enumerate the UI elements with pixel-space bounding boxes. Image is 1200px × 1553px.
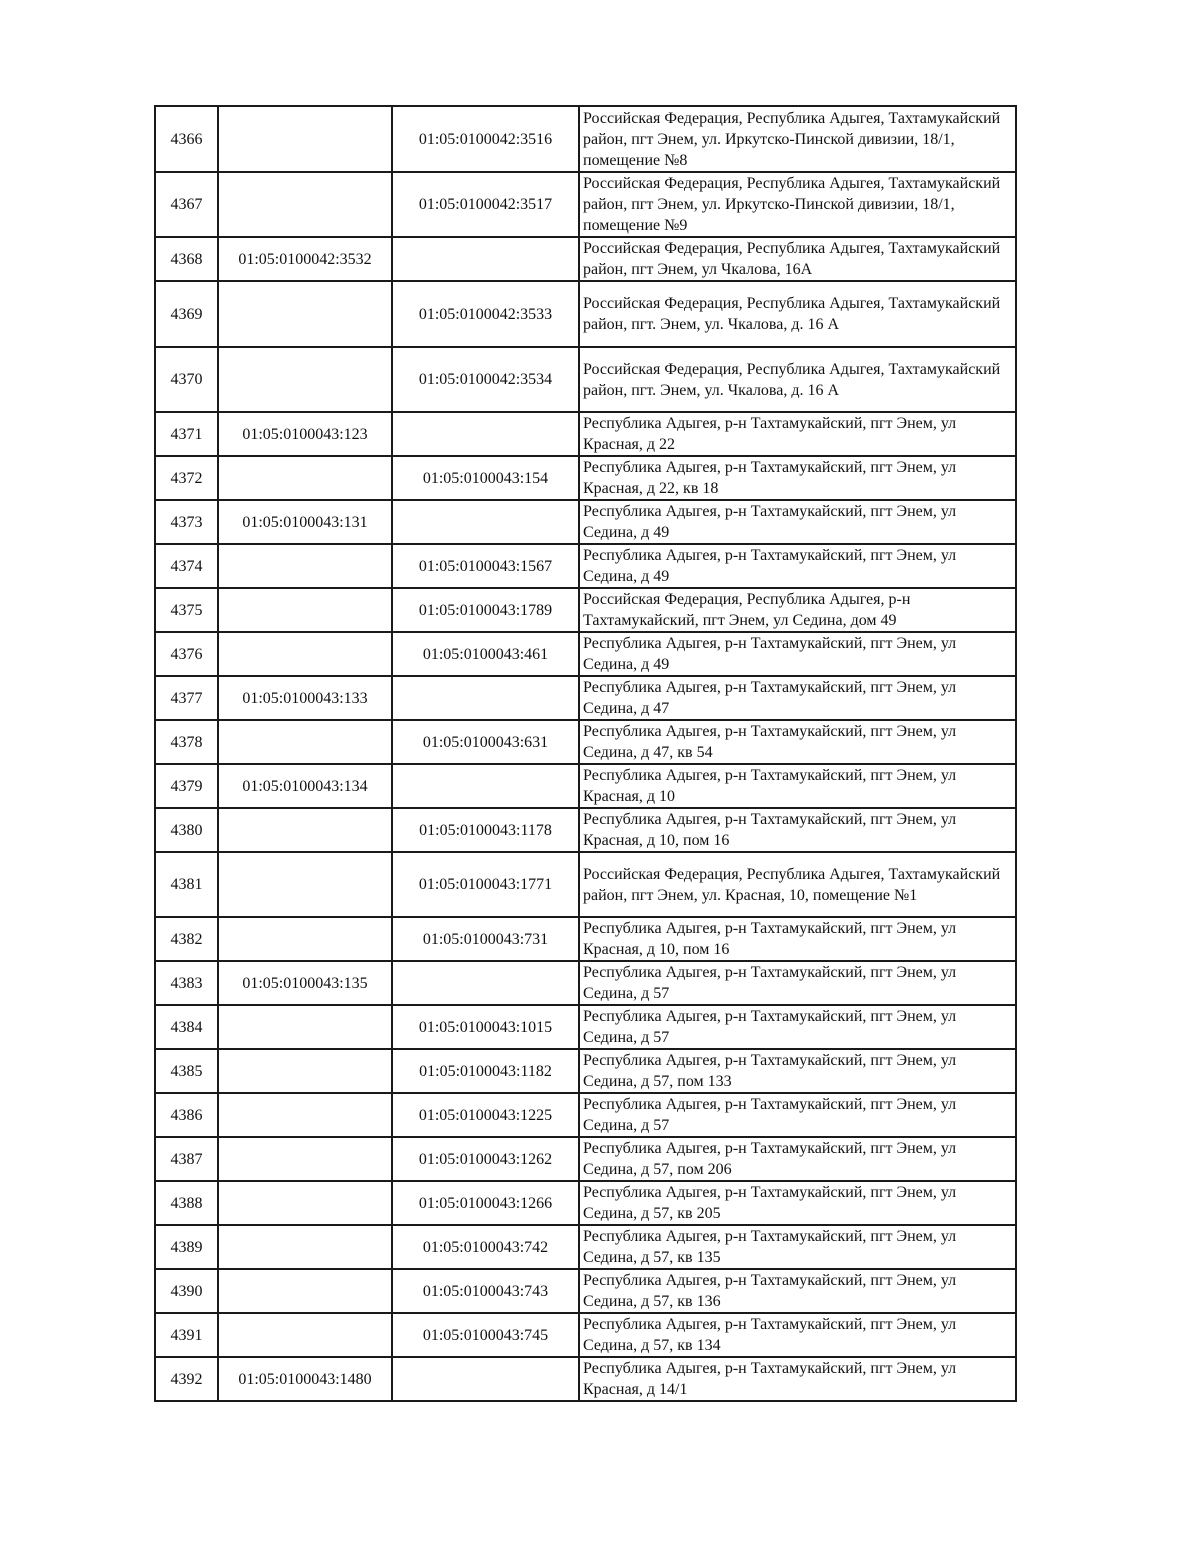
address-cell: Республика Адыгея, р-н Тахтамукайский, пгт Энем, ул Седина, д 47 (579, 676, 1016, 720)
land-cadastral-cell (218, 1313, 392, 1357)
object-cadastral-cell: 01:05:0100043:1567 (392, 544, 579, 588)
table-row (155, 347, 1016, 412)
row-number-cell: 4378 (155, 720, 218, 764)
address-cell: Российская Федерация, Республика Адыгея, Тахтамукайский район, пгт Энем, ул. Иркутско-Пинской дивизии, 18/1, помещение №8 (579, 106, 1016, 172)
object-cadastral-cell (392, 1357, 579, 1401)
table-row (155, 1225, 1016, 1269)
table-row (155, 917, 1016, 961)
object-cadastral-cell: 01:05:0100043:743 (392, 1269, 579, 1313)
object-cadastral-cell: 01:05:0100043:1182 (392, 1049, 579, 1093)
row-number-cell: 4366 (155, 106, 218, 172)
row-number-cell: 4390 (155, 1269, 218, 1313)
row-number-cell: 4388 (155, 1181, 218, 1225)
address-cell: Республика Адыгея, р-н Тахтамукайский, пгт Энем, ул Красная, д 10, пом 16 (579, 808, 1016, 852)
table-row (155, 764, 1016, 808)
address-cell: Республика Адыгея, р-н Тахтамукайский, пгт Энем, ул Седина, д 57, пом 206 (579, 1137, 1016, 1181)
address-cell: Республика Адыгея, р-н Тахтамукайский, пгт Энем, ул Седина, д 57, кв 134 (579, 1313, 1016, 1357)
row-number-cell: 4373 (155, 500, 218, 544)
row-number-cell: 4387 (155, 1137, 218, 1181)
table-row (155, 500, 1016, 544)
table-row (155, 588, 1016, 632)
object-cadastral-cell (392, 676, 579, 720)
row-number-cell: 4375 (155, 588, 218, 632)
table-row (155, 1357, 1016, 1401)
row-number-cell: 4377 (155, 676, 218, 720)
row-number-cell: 4385 (155, 1049, 218, 1093)
object-cadastral-cell: 01:05:0100043:731 (392, 917, 579, 961)
address-cell: Республика Адыгея, р-н Тахтамукайский, пгт Энем, ул Седина, д 57, кв 135 (579, 1225, 1016, 1269)
table-row (155, 172, 1016, 237)
land-cadastral-cell (218, 1181, 392, 1225)
row-number-cell: 4371 (155, 412, 218, 456)
land-cadastral-cell (218, 852, 392, 917)
table-row (155, 1137, 1016, 1181)
table-row (155, 808, 1016, 852)
address-cell: Российская Федерация, Республика Адыгея, Тахтамукайский район, пгт Энем, ул. Красная, 10, помещение №1 (579, 852, 1016, 917)
object-cadastral-cell (392, 961, 579, 1005)
object-cadastral-cell: 01:05:0100042:3534 (392, 347, 579, 412)
object-cadastral-cell: 01:05:0100043:1225 (392, 1093, 579, 1137)
object-cadastral-cell (392, 237, 579, 281)
table-row (155, 412, 1016, 456)
row-number-cell: 4382 (155, 917, 218, 961)
row-number-cell: 4372 (155, 456, 218, 500)
address-cell: Республика Адыгея, р-н Тахтамукайский, пгт Энем, ул Седина, д 49 (579, 544, 1016, 588)
land-cadastral-cell: 01:05:0100043:135 (218, 961, 392, 1005)
land-cadastral-cell: 01:05:0100043:131 (218, 500, 392, 544)
table-row (155, 852, 1016, 917)
land-cadastral-cell: 01:05:0100043:1480 (218, 1357, 392, 1401)
table-row (155, 1005, 1016, 1049)
table-row (155, 632, 1016, 676)
table-row (155, 1181, 1016, 1225)
row-number-cell: 4379 (155, 764, 218, 808)
object-cadastral-cell: 01:05:0100043:745 (392, 1313, 579, 1357)
row-number-cell: 4376 (155, 632, 218, 676)
land-cadastral-cell (218, 1269, 392, 1313)
row-number-cell: 4370 (155, 347, 218, 412)
object-cadastral-cell: 01:05:0100043:631 (392, 720, 579, 764)
address-cell: Республика Адыгея, р-н Тахтамукайский, пгт Энем, ул Красная, д 10, пом 16 (579, 917, 1016, 961)
address-cell: Республика Адыгея, р-н Тахтамукайский, пгт Энем, ул Красная, д 22, кв 18 (579, 456, 1016, 500)
registry-table-body (155, 106, 1016, 1401)
land-cadastral-cell (218, 106, 392, 172)
land-cadastral-cell (218, 1137, 392, 1181)
table-row (155, 1269, 1016, 1313)
land-cadastral-cell (218, 632, 392, 676)
table-row (155, 456, 1016, 500)
row-number-cell: 4369 (155, 281, 218, 347)
land-cadastral-cell: 01:05:0100043:133 (218, 676, 392, 720)
land-cadastral-cell (218, 456, 392, 500)
table-row (155, 1093, 1016, 1137)
object-cadastral-cell (392, 500, 579, 544)
land-cadastral-cell: 01:05:0100043:134 (218, 764, 392, 808)
table-row (155, 237, 1016, 281)
row-number-cell: 4383 (155, 961, 218, 1005)
land-cadastral-cell (218, 281, 392, 347)
table-row (155, 544, 1016, 588)
object-cadastral-cell: 01:05:0100043:1266 (392, 1181, 579, 1225)
address-cell: Российская Федерация, Республика Адыгея, Тахтамукайский район, пгт Энем, ул. Иркутско-Пинской дивизии, 18/1, помещение №9 (579, 172, 1016, 237)
land-cadastral-cell (218, 1049, 392, 1093)
table-row (155, 1049, 1016, 1093)
land-cadastral-cell: 01:05:0100042:3532 (218, 237, 392, 281)
row-number-cell: 4367 (155, 172, 218, 237)
object-cadastral-cell: 01:05:0100043:1262 (392, 1137, 579, 1181)
address-cell: Республика Адыгея, р-н Тахтамукайский, пгт Энем, ул Красная, д 10 (579, 764, 1016, 808)
land-cadastral-cell: 01:05:0100043:123 (218, 412, 392, 456)
row-number-cell: 4391 (155, 1313, 218, 1357)
address-cell: Республика Адыгея, р-н Тахтамукайский, пгт Энем, ул Седина, д 57, кв 205 (579, 1181, 1016, 1225)
address-cell: Российская Федерация, Республика Адыгея, р-н Тахтамукайский, пгт Энем, ул Седина, дом 49 (579, 588, 1016, 632)
address-cell: Республика Адыгея, р-н Тахтамукайский, пгт Энем, ул Седина, д 47, кв 54 (579, 720, 1016, 764)
address-cell: Республика Адыгея, р-н Тахтамукайский, пгт Энем, ул Седина, д 49 (579, 632, 1016, 676)
table-row (155, 720, 1016, 764)
land-cadastral-cell (218, 588, 392, 632)
object-cadastral-cell: 01:05:0100042:3517 (392, 172, 579, 237)
object-cadastral-cell (392, 764, 579, 808)
land-cadastral-cell (218, 720, 392, 764)
land-cadastral-cell (218, 917, 392, 961)
land-cadastral-cell (218, 544, 392, 588)
object-cadastral-cell: 01:05:0100043:1789 (392, 588, 579, 632)
table-row (155, 676, 1016, 720)
land-cadastral-cell (218, 1225, 392, 1269)
address-cell: Республика Адыгея, р-н Тахтамукайский, пгт Энем, ул Седина, д 57, пом 133 (579, 1049, 1016, 1093)
object-cadastral-cell: 01:05:0100043:461 (392, 632, 579, 676)
address-cell: Российская Федерация, Республика Адыгея, Тахтамукайский район, пгт. Энем, ул. Чкалова, д. 16 А (579, 281, 1016, 347)
land-cadastral-cell (218, 808, 392, 852)
land-cadastral-cell (218, 1093, 392, 1137)
registry-table (154, 105, 1017, 1402)
address-cell: Российская Федерация, Республика Адыгея, Тахтамукайский район, пгт Энем, ул Чкалова, 16А (579, 237, 1016, 281)
object-cadastral-cell: 01:05:0100043:1771 (392, 852, 579, 917)
address-cell: Республика Адыгея, р-н Тахтамукайский, пгт Энем, ул Седина, д 57 (579, 961, 1016, 1005)
address-cell: Республика Адыгея, р-н Тахтамукайский, пгт Энем, ул Седина, д 57, кв 136 (579, 1269, 1016, 1313)
land-cadastral-cell (218, 172, 392, 237)
address-cell: Республика Адыгея, р-н Тахтамукайский, пгт Энем, ул Седина, д 57 (579, 1093, 1016, 1137)
row-number-cell: 4381 (155, 852, 218, 917)
row-number-cell: 4374 (155, 544, 218, 588)
object-cadastral-cell: 01:05:0100043:154 (392, 456, 579, 500)
address-cell: Республика Адыгея, р-н Тахтамукайский, пгт Энем, ул Седина, д 57 (579, 1005, 1016, 1049)
object-cadastral-cell: 01:05:0100042:3516 (392, 106, 579, 172)
row-number-cell: 4368 (155, 237, 218, 281)
table-row (155, 961, 1016, 1005)
row-number-cell: 4392 (155, 1357, 218, 1401)
object-cadastral-cell: 01:05:0100043:1178 (392, 808, 579, 852)
row-number-cell: 4380 (155, 808, 218, 852)
table-row (155, 281, 1016, 347)
object-cadastral-cell: 01:05:0100042:3533 (392, 281, 579, 347)
address-cell: Республика Адыгея, р-н Тахтамукайский, пгт Энем, ул Седина, д 49 (579, 500, 1016, 544)
table-row (155, 1313, 1016, 1357)
row-number-cell: 4386 (155, 1093, 218, 1137)
object-cadastral-cell (392, 412, 579, 456)
object-cadastral-cell: 01:05:0100043:742 (392, 1225, 579, 1269)
land-cadastral-cell (218, 347, 392, 412)
object-cadastral-cell: 01:05:0100043:1015 (392, 1005, 579, 1049)
row-number-cell: 4389 (155, 1225, 218, 1269)
address-cell: Республика Адыгея, р-н Тахтамукайский, пгт Энем, ул Красная, д 14/1 (579, 1357, 1016, 1401)
address-cell: Российская Федерация, Республика Адыгея, Тахтамукайский район, пгт. Энем, ул. Чкалова, д. 16 А (579, 347, 1016, 412)
land-cadastral-cell (218, 1005, 392, 1049)
table-row (155, 106, 1016, 172)
row-number-cell: 4384 (155, 1005, 218, 1049)
address-cell: Республика Адыгея, р-н Тахтамукайский, пгт Энем, ул Красная, д 22 (579, 412, 1016, 456)
